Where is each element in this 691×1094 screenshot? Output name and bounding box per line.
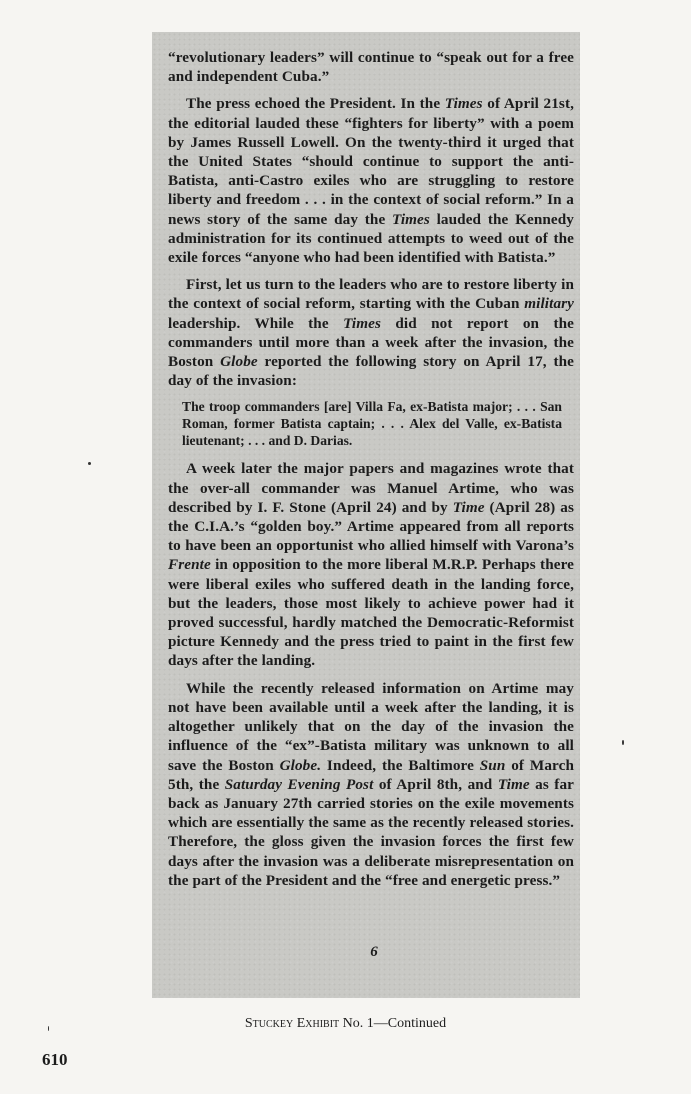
text-run: Indeed, the Baltimore (321, 756, 480, 774)
text-run: of April 8th, and (373, 775, 498, 793)
text-run: The troop commanders [are] Villa Fa, ex-Batista major; . . . San Roman, former Batista captain; . . . Alex del Valle, ex-Batista lieutenant; . . . and D. Darias. (182, 399, 562, 449)
text-run: (April 28) as the C.I.A.’s “golden boy.” Artime appeared from all reports to have been an opportunist who allied himself with Varona’s (168, 498, 574, 555)
paragraph-p2 (168, 94, 574, 267)
newspaper-clipping (152, 32, 580, 998)
page-folio: 610 (42, 1050, 68, 1069)
text-run: reported the following story on April 17, the day of the invasion: (168, 353, 574, 390)
italic-run: Globe. (279, 756, 322, 774)
text-run: of March 5th, the (168, 756, 574, 793)
exhibit-caption (0, 1016, 691, 1032)
exhibit-caption-label: Stuckey Exhibit (244, 1016, 340, 1031)
exhibit-caption-continued: No. 1—Continued (339, 1016, 447, 1031)
italic-run: Times (343, 314, 381, 332)
italic-run: Times (392, 210, 430, 228)
clipping-page-number: 6 (370, 944, 378, 960)
paragraph-p5 (168, 679, 574, 890)
text-run: The press echoed the President. In the (186, 95, 445, 113)
text-run: did not report on the commanders until more than a week after the invasion, the Boston (168, 314, 574, 371)
italic-run: Time (452, 498, 485, 516)
text-run: in opposition to the more liberal M.R.P. Perhaps there were liberal exiles who suffered death in the landing force, but the leaders, those most likely to achieve power had it proved successful, hardly matched the Democratic-Reformist picture Kennedy and the press tried to paint in the first few days after the landing. (168, 556, 574, 670)
italic-run: Sun (479, 756, 506, 774)
text-run: A week later the major papers and magazines wrote that the over-all commander was Manuel Artime, who was described by I. F. Stone (April 24) and by (168, 460, 574, 516)
paragraph-p3 (168, 275, 574, 390)
scan-speck (48, 1026, 49, 1031)
text-run: While the recently released information on Artime may not have been available until a week after the landing, it is altogether unlikely that on the day of the invasion the influence of the “ex”-Batista military was unknown to all save the Boston (168, 679, 574, 774)
block-quote (182, 398, 562, 449)
italic-run: Saturday Evening Post (224, 775, 374, 793)
paragraph-p4 (168, 459, 574, 670)
italic-run: Time (497, 775, 530, 793)
italic-run: Frente (168, 556, 211, 574)
scan-speck (622, 740, 624, 745)
text-run: First, let us turn to the leaders who are to restore liberty in the context of social reform, starting with the Cuban (168, 276, 574, 313)
italic-run: Times (444, 95, 483, 113)
text-run: “revolutionary leaders” will continue to “speak out for a free and independent Cuba.” (168, 49, 574, 86)
scan-speck (88, 462, 91, 465)
clipping-body (168, 48, 574, 890)
italic-run: military (524, 295, 574, 313)
paragraph-p1 (168, 48, 574, 86)
text-run: of April 21st, the editorial lauded these “fighters for liberty” with a poem by James Russell Lowell. On the twenty-third it urged that the United States “should continue to support the anti-Batista, anti-Castro exiles who are struggling to restore liberty and freedom . . . in the context of social reform.” In a news story of the same day the (168, 95, 574, 228)
text-run: lauded the Kennedy administration for its continued attempts to weed out of the exile forces “anyone who had been identified with Batista.” (168, 210, 574, 267)
text-run: leadership. While the (168, 314, 344, 332)
text-run: as far back as January 27th carried stories on the exile movements which are essentially the same as the recently released stories. Therefore, the gloss given the invasion forces the first few days after the invasion was a deliberate misrepresentation on the part of the President and the “free and energetic press.” (168, 775, 574, 889)
italic-run: Globe (220, 353, 258, 371)
